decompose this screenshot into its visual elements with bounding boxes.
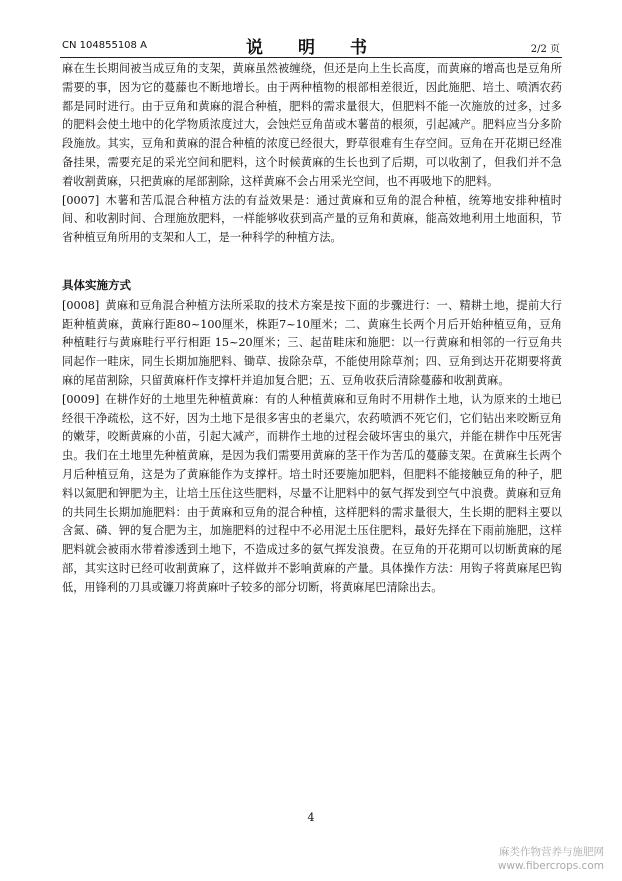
page-number: 4 <box>307 811 315 824</box>
document-title: 说 明 书 <box>246 38 376 58</box>
page-indicator: 2/2 页 <box>530 44 560 55</box>
paragraph-0009 <box>62 391 562 598</box>
watermark <box>498 845 604 873</box>
paragraph-number: [0007] <box>62 193 100 207</box>
paragraph-0007 <box>62 192 562 248</box>
section-heading: 具体实施方式 <box>62 277 131 292</box>
paragraph-text: 木薯和苦瓜混合种植方法的有益效果是：通过黄麻和豆角的混合种植，统筹地安排种植时间、和收割时间、合理施放肥料，一样能够收获到高产量的豆角和黄麻，能高效地利用土地面积，节省种植豆角所用的支架和人工，是一种科学的种植方法。 <box>62 193 562 245</box>
patent-number: CN 104855108 A <box>62 40 147 51</box>
paragraph-0008 <box>62 297 562 391</box>
header-divider <box>60 57 562 58</box>
paragraph-text: 黄麻和豆角混合种植方法所采取的技术方案是按下面的步骤进行：一、精耕土地，提前大行距种植黄麻，黄麻行距80~100厘米，株距7~10厘米；二、黄麻生长两个月后开始种植豆角，豆角种植畦行与黄麻畦行平行相距 15~20厘米；三、起苗畦床和施肥：以一行黄麻和相邻的一行豆角共同起作一畦床，同生长期加施肥料、锄草、拔除杂草，不能使用除草剂；四、豆角到达开花期要将黄麻的尾苗割除，只留黄麻杆作支撑杆并追加复合肥；五、豆角收获后清除蔓藤和收割黄麻。 <box>62 298 562 387</box>
paragraph-text: 在耕作好的土地里先种植黄麻：有的人种植黄麻和豆角时不用耕作土地，认为原来的土地已经很干净疏松，这不好，因为土地下是很多害虫的老巢穴，农药喷洒不死它们，它们钻出来咬断豆角的嫩芽，咬断黄麻的小苗，引起大减产，而耕作土地的过程会破坏害虫的巢穴，并能在耕作中压死害虫。我们在土地里先种植黄麻，是因为我们需要用黄麻的茎干作为苦瓜的蔓藤支架。在黄麻生长两个月后种植豆角，这是为了黄麻能作为支撑杆。培土时还要施加肥料，但肥料不能接触豆角的种子，肥料以氮肥和钾肥为主，让培土压住这些肥料，尽量不让肥料中的氨气挥发到空气中浪费。黄麻和豆角的共同生长期加施肥料：由于黄麻和豆角的混合种植，这样肥料的需求量很大，生长期的肥料主要以含氮、磷、钾的复合肥为主，加施肥料的过程中不必用泥土压住肥料，最好先择在下雨前施肥，这样肥料就会被雨水带着渗透到土地下，不造成过多的氨气挥发浪费。在豆角的开花期可以切断黄麻的尾部，其实这时已经可收割黄麻了，这样做并不影响黄麻的产量。具体操作方法：用钩子将黄麻尾巴钩低，用锋利的刀具或镰刀将黄麻叶子较多的部分切断，将黄麻尾巴清除出去。 <box>62 392 562 594</box>
paragraph-continued: 麻在生长期间被当成豆角的支架，黄麻虽然被缠绕，但还是向上生长高度，而黄麻的增高也是豆角所需要的事，因为它的蔓藤也不断地增长。由于两种植物的根部相差很近，因此施肥、培土、喷洒农药都是同时进行。由于豆角和黄麻的混合种植，肥料的需求量很大，但肥料不能一次施放的过多，过多的肥料会使土地中的化学物质浓度过大，会蚀烂豆角苗或木薯苗的根须，引起减产。肥料应当分多阶段施放。其实，豆角和黄麻的混合种植的浓度已经很大，野草很难有生存空间。豆角在开花期已经准备挂果，需要充足的采光空间和肥料，这个时候黄麻的生长也到了后期，可以收割了，但我们并不急着收割黄麻，只把黄麻的尾部割除，这样黄麻不会占用采光空间，也不再吸地下的肥料。 <box>62 62 562 188</box>
document-body <box>62 60 562 598</box>
paragraph-number: [0009] <box>62 392 100 406</box>
page-header <box>0 0 622 58</box>
watermark-url: www.fibercrops.com <box>497 860 604 872</box>
watermark-site-name: 麻类作物营养与施肥网 <box>499 846 604 858</box>
paragraph-number: [0008] <box>62 298 100 312</box>
